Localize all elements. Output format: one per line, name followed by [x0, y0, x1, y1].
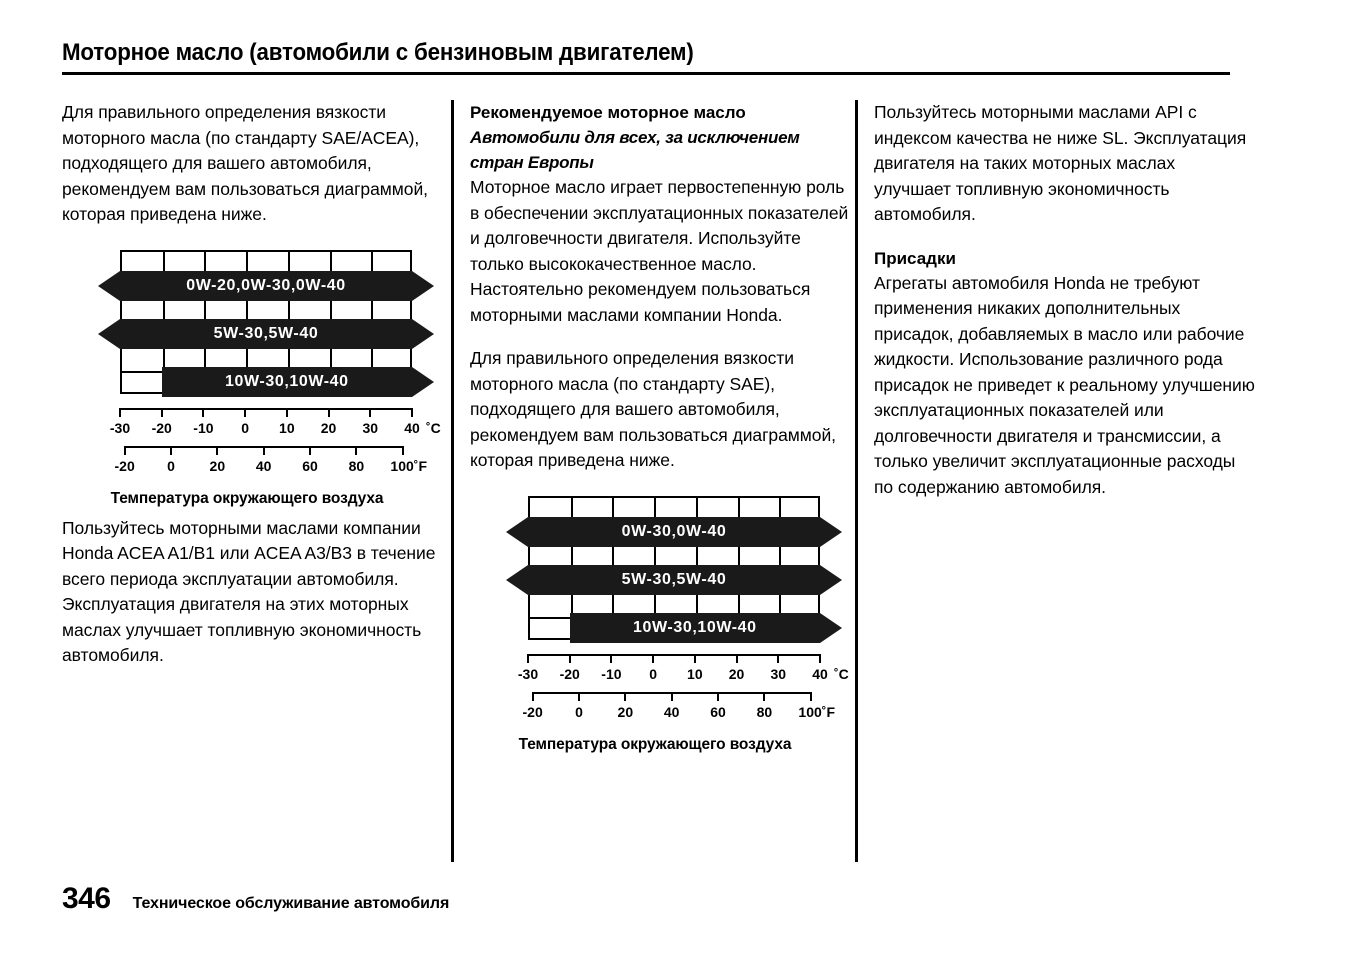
- chart-celsius-tick: [777, 654, 779, 663]
- column-divider-2: [855, 100, 858, 862]
- title-divider-rule: [62, 72, 1230, 75]
- page-footer: [62, 882, 449, 916]
- chart-fahrenheit-tick: [671, 692, 673, 701]
- column-2: [470, 100, 852, 865]
- chart-celsius-tick: [119, 408, 121, 417]
- col1-paragraph-1: Для правильного определения вязкости моторного масла (по стандарту SAE/ACEA), подходящего для вашего автомобиля, рекомендуем вам пользоваться диаграммой, которая приведена ниже.: [62, 102, 428, 224]
- chart-arrow-left-icon: [506, 517, 528, 547]
- chart-celsius-tick: [527, 654, 529, 663]
- chart-celsius-tick-label: -30: [109, 419, 131, 436]
- chart-celsius-tick-label: -10: [193, 419, 214, 436]
- chart-fahrenheit-tick-label: 100˚F: [798, 703, 836, 720]
- chart-celsius-tick-label: -10: [601, 665, 622, 682]
- chart-celsius-tick: [736, 654, 738, 663]
- col3-paragraph-2: Агрегаты автомобиля Honda не требуют применения никаких дополнительных присадок, добавляемых в масло или рабочие жидкости. Использование различного рода присадок не приведет к реальному улучшению эксплуатационных показателей или долговечности двигателя и трансмиссии, а только увеличит эксплуатационные расходы по содержанию автомобиля.: [874, 272, 1255, 497]
- chart-celsius-tick-label: -20: [559, 665, 580, 682]
- chart-caption: Температура окружающего воздуха: [518, 735, 792, 753]
- chart-fahrenheit-tick: [402, 446, 404, 455]
- chart-fahrenheit-tick: [355, 446, 357, 455]
- chart-caption: Температура окружающего воздуха: [110, 489, 384, 507]
- chart-bar: [570, 613, 820, 643]
- col2-heading-non-europe: Автомобили для всех, за исключением стран Европы: [470, 128, 800, 172]
- chart-fahrenheit-tick: [309, 446, 311, 455]
- chart-celsius-tick-label: 40: [812, 665, 828, 682]
- chart-celsius-tick: [411, 408, 413, 417]
- col2-paragraph-1: Моторное масло играет первостепенную роль в обеспечении эксплуатационных показателей и долговечности двигателя. Используйте только высококачественное масло. Настоятельно рекомендуем пользоваться моторными маслами компании Honda.: [470, 177, 849, 325]
- col1-paragraph-2: Пользуйтесь моторными маслами компании Honda ACEA A1/B1 или ACEA A3/B3 в течение всего периода эксплуатации автомобиля. Эксплуатация двигателя на этих моторных маслах улучшает топливную экономичность автомобиля.: [62, 517, 436, 665]
- column-divider-1: [451, 100, 454, 862]
- chart-bar-label: 5W-30‚5W-40: [213, 324, 319, 342]
- chart-fahrenheit-tick-label: 0: [575, 703, 583, 720]
- oil-viscosity-chart-acea: [62, 246, 444, 514]
- chart-celsius-tick-label: 20: [728, 665, 745, 682]
- chart-bar: [162, 367, 412, 397]
- chart-celsius-tick-label: -20: [151, 419, 172, 436]
- chart-celsius-axis-line: [528, 654, 820, 656]
- chart-celsius-tick: [369, 408, 371, 417]
- chart-arrow-right-icon: [412, 319, 434, 349]
- chart-celsius-tick-label: 10: [687, 665, 703, 682]
- chart-fahrenheit-tick: [763, 692, 765, 701]
- chart-fahrenheit-tick-label: 40: [255, 457, 272, 474]
- chart-bar-label: 10W-30‚10W-40: [225, 372, 349, 390]
- chart-fahrenheit-tick-label: 60: [710, 703, 726, 720]
- chart-fahrenheit-tick: [170, 446, 172, 455]
- chart-bar-label: 0W-20‚0W-30‚0W-40: [186, 276, 346, 294]
- chart-fahrenheit-tick-label: 80: [756, 703, 773, 720]
- page-header: [62, 38, 1230, 75]
- chart-fahrenheit-tick: [532, 692, 534, 701]
- chart-arrow-right-icon: [412, 367, 434, 397]
- chart-celsius-tick-label: 0: [241, 419, 250, 436]
- chart-arrow-left-icon: [98, 271, 120, 301]
- chart-celsius-unit-label: ˚C: [834, 665, 849, 682]
- chart-fahrenheit-tick-label: 60: [302, 457, 318, 474]
- chart-arrow-right-icon: [820, 517, 842, 547]
- chart-celsius-axis-line: [120, 408, 412, 410]
- chart-fahrenheit-tick-label: 0: [167, 457, 175, 474]
- chart-fahrenheit-tick-label: 20: [617, 703, 634, 720]
- chart-fahrenheit-tick-label: 100˚F: [390, 457, 428, 474]
- page-title: Моторное масло (автомобили с бензиновым двигателем): [62, 39, 694, 66]
- chart-fahrenheit-tick: [624, 692, 626, 701]
- chart-arrow-left-icon: [506, 565, 528, 595]
- chart-fahrenheit-tick: [263, 446, 265, 455]
- chart-celsius-tick-label: 40: [404, 419, 420, 436]
- col2-paragraph-2: Для правильного определения вязкости моторного масла (по стандарту SAE), подходящего для вашего автомобиля, рекомендуем вам пользоваться диаграммой, которая приведена ниже.: [470, 348, 836, 470]
- col3-heading-additives: Присадки: [874, 248, 956, 268]
- content-columns: [62, 100, 1255, 865]
- footer-page-number: 346: [62, 882, 111, 915]
- chart-celsius-tick: [569, 654, 571, 663]
- chart-bar-label: 5W-30‚5W-40: [621, 570, 727, 588]
- chart-arrow-left-icon: [98, 319, 120, 349]
- column-3: [874, 100, 1256, 865]
- chart-bar-label: 10W-30‚10W-40: [633, 618, 757, 636]
- chart-celsius-tick: [244, 408, 246, 417]
- chart-fahrenheit-tick-label: -20: [522, 703, 543, 720]
- chart-fahrenheit-tick: [578, 692, 580, 701]
- chart-celsius-tick: [202, 408, 204, 417]
- chart-celsius-tick-label: -30: [517, 665, 539, 682]
- chart-celsius-tick-label: 30: [362, 419, 379, 436]
- chart-celsius-tick-label: 30: [770, 665, 787, 682]
- chart-arrow-right-icon: [820, 613, 842, 643]
- chart-celsius-tick-label: 0: [649, 665, 658, 682]
- footer-section-title: Техническое обслуживание автомобиля: [132, 895, 450, 912]
- chart-fahrenheit-tick: [124, 446, 126, 455]
- chart-fahrenheit-tick-label: 80: [348, 457, 365, 474]
- chart-celsius-unit-label: ˚C: [426, 419, 441, 436]
- oil-viscosity-chart-sae: [470, 492, 852, 760]
- chart-celsius-tick: [694, 654, 696, 663]
- chart-fahrenheit-tick-label: 20: [209, 457, 226, 474]
- chart-fahrenheit-tick: [810, 692, 812, 701]
- chart-arrow-right-icon: [820, 565, 842, 595]
- chart-bar: [120, 319, 412, 349]
- chart-fahrenheit-tick-label: -20: [114, 457, 135, 474]
- chart-bar: [528, 565, 820, 595]
- chart-fahrenheit-unit-label: ˚F: [821, 703, 836, 720]
- col3-paragraph-1: Пользуйтесь моторными маслами API с индексом качества не ниже SL. Эксплуатация двигателя на таких моторных маслах улучшает топливную экономичность автомобиля.: [874, 102, 1247, 224]
- chart-celsius-tick-label: 20: [320, 419, 337, 436]
- chart-celsius-tick: [328, 408, 330, 417]
- chart-celsius-tick: [819, 654, 821, 663]
- chart-bar: [120, 271, 412, 301]
- chart-celsius-tick-label: 10: [279, 419, 295, 436]
- col2-heading-recommended-oil: Рекомендуемое моторное масло: [470, 103, 746, 122]
- chart-fahrenheit-unit-label: ˚F: [413, 457, 428, 474]
- chart-celsius-tick: [652, 654, 654, 663]
- chart-celsius-tick: [161, 408, 163, 417]
- chart-fahrenheit-tick-label: 40: [663, 703, 680, 720]
- chart-bar: [528, 517, 820, 547]
- chart-bar-label: 0W-30‚0W-40: [621, 522, 727, 540]
- chart-fahrenheit-tick: [216, 446, 218, 455]
- chart-celsius-tick: [286, 408, 288, 417]
- chart-fahrenheit-tick: [717, 692, 719, 701]
- chart-celsius-tick: [610, 654, 612, 663]
- chart-arrow-right-icon: [412, 271, 434, 301]
- column-1: [62, 100, 444, 865]
